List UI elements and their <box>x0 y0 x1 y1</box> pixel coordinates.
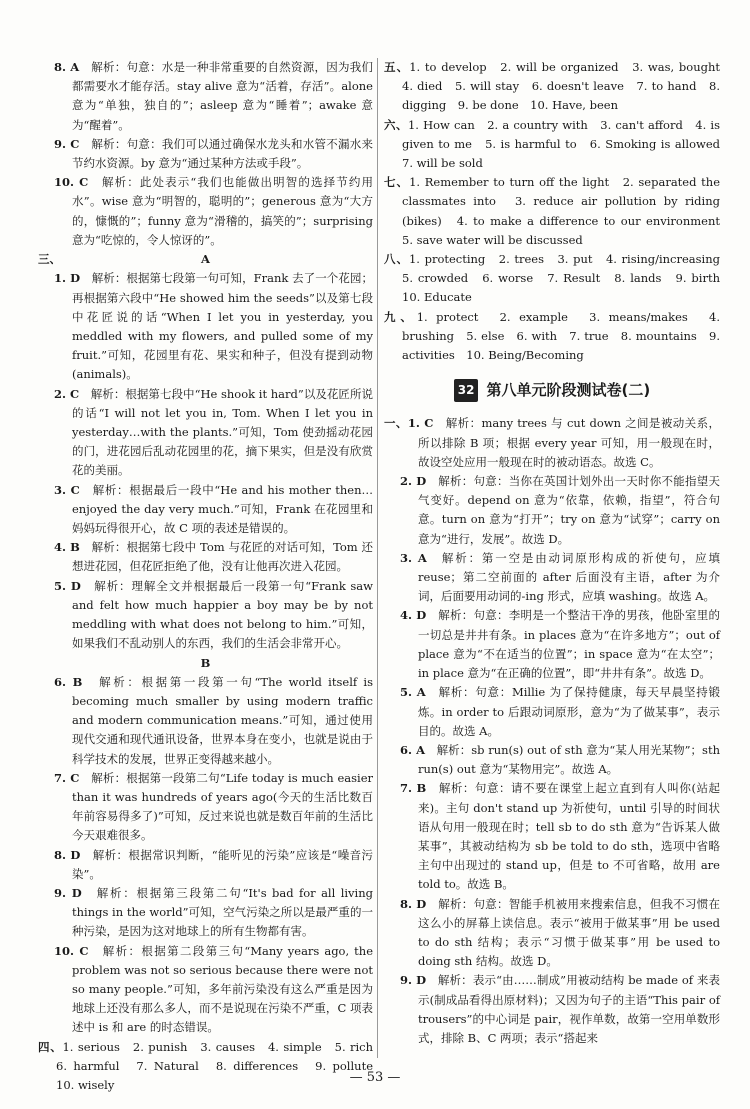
answer-number: 9. D <box>400 973 438 988</box>
answer-number: 9. D <box>54 885 97 900</box>
section-label: 六、 <box>384 117 408 132</box>
answer-explanation: 解析：根据第二段第三句“Many years ago, the problem was not so serious because there were not so many people.”可知，多年前污染没有这么严重是因为地球上还没有那么多人，而不是说现在污染不严重，C 项表述中 is 和 are 的时态错误。 <box>72 943 373 1035</box>
unit-title: 第八单元阶段测试卷(二) <box>486 381 651 400</box>
answer-list: 1. Remember to turn off the light 2. separated the classmates into 3. reduce air pollution by riding (bikes) 4. to make a difference to our environment 5. save water will be discussed <box>402 175 732 247</box>
answer-list: 1. serious 2. punish 3. causes 4. simple 5. rich 6. harmful 7. Natural 8. differences 9. pollute 10. wisely <box>56 1039 385 1092</box>
answer-number: 5. A <box>400 685 439 700</box>
answer-explanation: 解析：sb run(s) out of sth 意为“某人用光某物”；sth run(s) out 意为“某物用完”。故选 A。 <box>418 742 720 777</box>
answer-number: 3. C <box>54 482 93 497</box>
answer-explanation: 解析：句意：水是一种非常重要的自然资源，因为我们都需要水才能存活。stay alive 意为“活着，存活”。alone 意为“单独，独自的”；asleep 意为“睡着”；awake 意为“醒着”。 <box>72 60 374 132</box>
answer-explanation: 解析：表示“由……制成”用被动结构 be made of 来表示(制成品看得出原材料)；又因为句子的主语“This pair of trousers”的中心词是 pair，视作单数，故第一空用单数形式，排除 B、C 两项；表示“搭起来 <box>418 973 720 1045</box>
section-label: 四、 <box>38 1039 63 1054</box>
answer-number: 6. B <box>54 674 100 689</box>
answer-list: 1. to develop 2. will be organized 3. was, bought 4. died 5. will stay 6. doesn't leave 7. to hand 8. digging 9. be done 10. Have, been <box>402 60 732 113</box>
section-answers <box>384 58 732 116</box>
answer-item <box>38 769 373 846</box>
answer-number: 9. C <box>54 136 92 151</box>
answer-number: 4. B <box>54 540 92 555</box>
subsection-a-heading: A <box>201 252 210 267</box>
answer-explanation: 解析：句意：智能手机被用来搜索信息，但我不习惯在这么小的屏幕上读信息。表示“被用于做某事”用 be used to do sth 结构；表示“习惯于做某事”用 be used to doing sth 结构。故选 D。 <box>418 896 720 969</box>
answer-item <box>38 385 373 481</box>
answer-item <box>384 741 720 779</box>
answer-explanation: 解析：根据第七段中 Tom 与花匠的对话可知，Tom 还想进花园，但花匠拒绝了他，没有让他再次进入花园。 <box>72 540 373 574</box>
answer-item <box>38 481 373 539</box>
answer-item <box>384 971 720 1048</box>
answer-explanation: 解析：句意：我们可以通过确保水龙头和水管不漏水来节约水资源。by 意为“通过某种方法或手段”。 <box>72 136 374 171</box>
answer-number: 7. B <box>400 781 439 796</box>
answer-explanation: 解析：此处表示“我们也能做出明智的选择节约用水”。wise 意为“明智的，聪明的”；generous 意为“大方的，慷慨的”；funny 意为“滑稽的，搞笑的”；surprising 意为“吃惊的，令人惊讶的”。 <box>72 175 373 247</box>
subsection-b-heading: B <box>200 655 211 670</box>
answer-item <box>38 58 373 135</box>
answer-item <box>38 538 373 576</box>
answer-number: 2. D <box>400 474 439 489</box>
answer-item <box>38 942 373 1038</box>
watermark-logo <box>626 1062 736 1102</box>
answer-explanation: 解析：many trees 与 cut down 之间是被动关系，所以排除 B 项；根据 every year 可知，用一般现在时，故设空处应用一般现在时的被动语态。故选 C。 <box>418 416 721 469</box>
answer-item <box>38 269 373 384</box>
answer-item <box>38 846 373 884</box>
page-number: — 53 — <box>349 1070 401 1085</box>
answer-item <box>384 895 720 972</box>
answer-item <box>384 606 720 683</box>
answer-number: 8. A <box>54 60 92 74</box>
section-label: 三、 <box>38 252 61 267</box>
right-column <box>384 58 732 1048</box>
unit-badge: 32 <box>454 379 479 402</box>
answer-explanation: 解析：根据第七段第一句可知，Frank 去了一个花园；再根据第六段中“He showed him the seeds”以及第七段中花匠说的话“When I let you in yesterday, you meddled with my flowers, and pulled some of my fruit.”可知，花园里有花、果实和种子，但没有提到动物(animals)。 <box>72 271 373 382</box>
answer-list: 1. protect 2. example 3. means/makes 4. brushing 5. else 6. with 7. true 8. mountains 9. activities 10. Being/Becoming <box>402 309 720 363</box>
answer-number: 10. C <box>54 175 103 190</box>
section-label: 一、 <box>384 416 408 431</box>
answer-number: 1. D <box>54 271 92 286</box>
answer-item <box>384 683 720 741</box>
answer-explanation: 解析：根据第七段中“He shook it hard”以及花匠所说的话“I will not let you in, Tom. When I let you in yesterday…with the plants.”可知，Tom 使劲摇动花园的门，进花园后乱动花园里的花，摘下果实，但是没有欣赏花的美丽。 <box>72 386 373 478</box>
answer-number: 2. C <box>54 386 91 401</box>
answer-item <box>38 884 373 942</box>
section-answers <box>384 250 732 308</box>
answer-item <box>384 472 720 549</box>
column-divider <box>377 58 378 1058</box>
section-answers <box>384 308 720 366</box>
answer-number: 8. D <box>54 847 93 862</box>
answer-list: 1. How can 2. a country with 3. can't afford 4. is given to me 5. is harmful to 6. Smoking is allowed 7. will be sold <box>402 117 732 171</box>
section-label: 八、 <box>384 252 409 267</box>
answer-explanation: 解析：根据最后一段中“He and his mother then… enjoyed the day very much.”可知，Frank 在花园里和妈妈玩得很开心，故 C 项的表述是错误的。 <box>72 482 373 536</box>
answer-explanation: 解析：根据第三段第二句“It's bad for all living things in the world”可知，空气污染之所以是最严重的一种污染，是因为这对地球上的所有生物都有害。 <box>72 885 373 939</box>
answer-item <box>38 173 373 250</box>
answer-number: 10. C <box>54 943 103 958</box>
answer-number: 1. C <box>407 416 446 431</box>
answer-item <box>38 135 373 173</box>
answer-explanation: 解析：句意：Millie 为了保持健康，每天早晨坚持锻炼。in order to 后跟动词原形，意为“为了做某事”，表示目的。故选 A。 <box>418 685 720 738</box>
answer-number: 4. D <box>400 608 439 623</box>
answer-item <box>384 779 720 894</box>
section-answers <box>384 173 732 250</box>
answer-item <box>384 549 720 607</box>
section-label: 九、 <box>384 309 417 324</box>
section-label: 七、 <box>384 175 410 190</box>
answer-number: 5. D <box>54 578 95 593</box>
answer-explanation: 解析：根据常识判断，“能听见的污染”应该是“噪音污染”。 <box>72 847 374 881</box>
section-label: 五、 <box>384 60 410 74</box>
answer-item <box>384 414 720 472</box>
answer-explanation: 解析：理解全文并根据最后一段第一句“Frank saw and felt how much happier a boy may be by not meddling with what does not belong to him.”可知，如果我们不乱动别人的东西，我们的生活会非常开心。 <box>72 578 374 651</box>
answer-explanation: 解析：根据第一段第二句“Life today is much easier than it was hundreds of years ago(今天的生活比数百年前容易得多了)”可知，反过来说也就是数百年前的生活比今天艰难很多。 <box>72 770 373 843</box>
answer-explanation: 解析：根据第一段第一句“The world itself is becoming much smaller by using modern traffic and modern communication means.”可知，通过使用现代交通和现代通讯设备，世界本身在变小，也就是说由于科学技术的发展，世界正变得越来越小。 <box>72 674 373 766</box>
section-answers <box>384 116 732 174</box>
answer-explanation: 解析：第一空是由动词原形构成的祈使句，应填 reuse；第二空前面的 after 后面没有主语，after 为介词，后面要用动词的-ing 形式，应填 washing。故选 A。 <box>418 550 720 604</box>
answer-number: 6. A <box>400 742 437 757</box>
answer-explanation: 解析：句意：请不要在课堂上起立直到有人叫你(站起来)。主句 don't stand up 为祈使句，until 引导的时间状语从句用一般现在时；tell sb to do sth 意为“告诉某人做某事”，其被动结构为 sb be told to do sth，选项中省略主句中出现过的 stand up，但是 to 不可省略，故用 are told to。故选 B。 <box>418 781 721 892</box>
answer-number: 7. C <box>54 770 92 785</box>
unit-title-bar <box>384 379 720 402</box>
answer-explanation: 解析：句意：当你在英国计划外出一天时你不能指望天气变好。depend on 意为“依靠，依赖，指望”，符合句意。turn on 意为“打开”；try on 意为“试穿”；carry on 意为“进行，发展”。故选 D。 <box>418 474 720 546</box>
answer-list: 1. protecting 2. trees 3. put 4. rising/increasing 5. crowded 6. worse 7. Result 8. lands 9. birth 10. Educate <box>402 252 732 305</box>
answer-number: 3. A <box>400 550 442 565</box>
answer-number: 8. D <box>400 896 439 911</box>
answer-explanation: 解析：句意：李明是一个整洁干净的男孩，他卧室里的一切总是井井有条。in places 意为“在许多地方”；out of place 意为“不在适当的位置”；in space 意为“在太空”；in place 意为“在正确的位置”，即“井井有条”。故选 D。 <box>418 608 720 681</box>
answer-item <box>38 673 373 769</box>
answer-item <box>38 577 373 654</box>
